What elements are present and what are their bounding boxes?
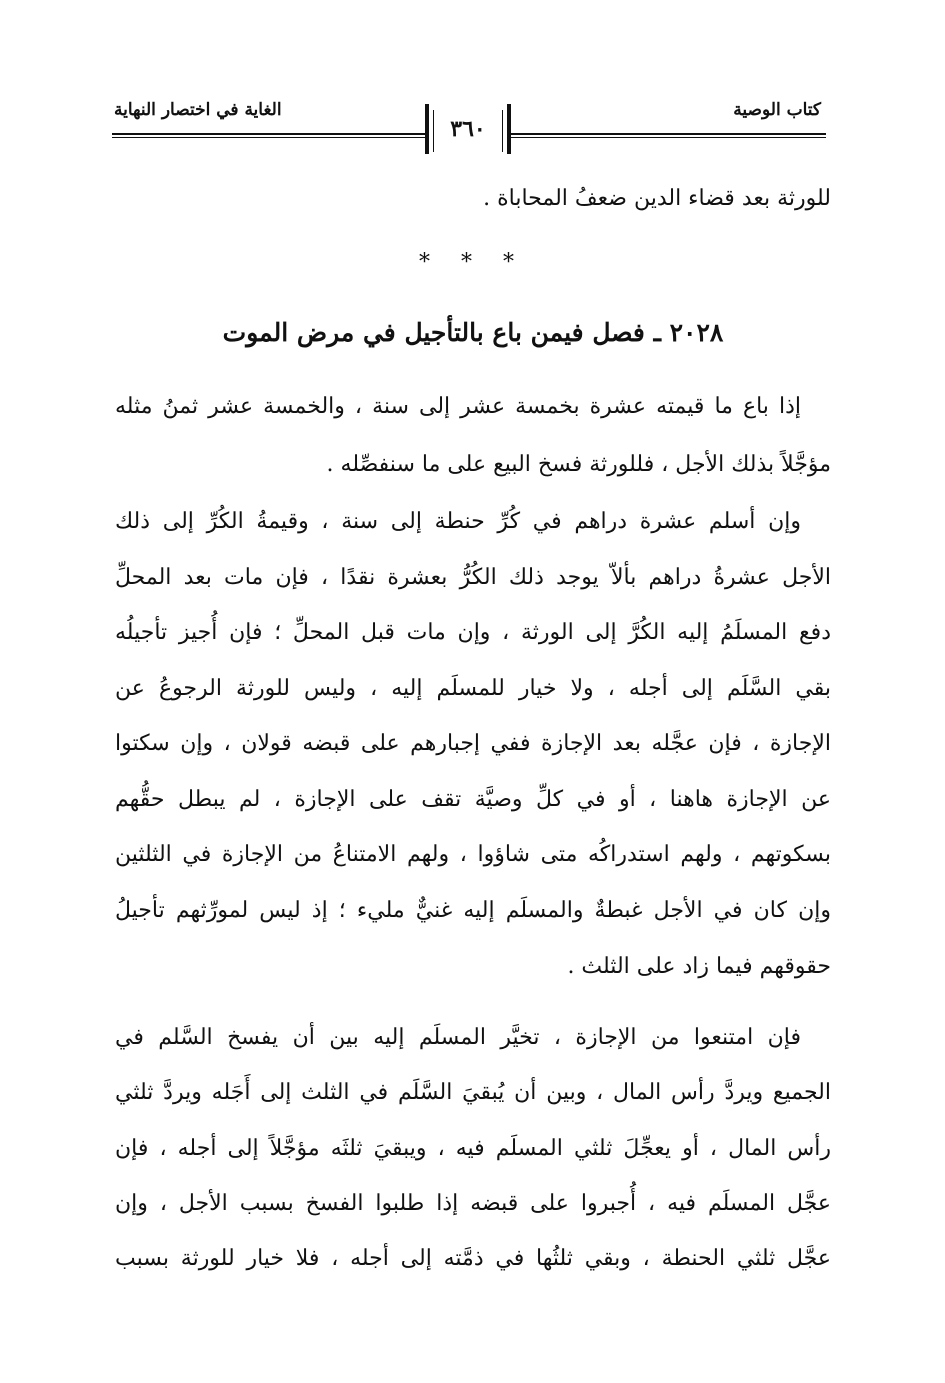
section-heading: ٢٠٢٨ ـ فصل فيمن باع بالتأجيل في مرض الموت: [222, 318, 724, 347]
running-header-chapter: كتاب الوصية: [733, 100, 821, 120]
paragraph-2-line-9: حقوقهم فيما زاد على الثلث .: [567, 954, 831, 979]
paragraph-2-line-3: دفع المسلَمُ إليه الكُرَّ إلى الورثة ، وإن مات قبل المحلِّ ؛ فإن أُجيز تأجيلُه: [115, 620, 831, 645]
carryover-line: للورثة بعد قضاء الدين ضعفُ المحاباة .: [483, 186, 831, 211]
paragraph-2-line-6: عن الإجازة هاهنا ، أو في كلِّ وصيَّة تقف على الإجازة ، لم يبطل حقُّهم: [115, 787, 831, 812]
paragraph-2-line-5: الإجازة ، فإن عجَّله بعد الإجازة ففي إجبارهم على قبضه قولان ، وإن سكتوا: [115, 731, 831, 756]
paragraph-2-line-4: بقي السَّلَم إلى أجله ، ولا خيار للمسلَم إليه ، وليس للورثة الرجوعُ عن: [115, 676, 832, 701]
page-number-frame: [425, 104, 511, 154]
section-separator: * * *: [419, 250, 526, 275]
paragraph-3-line-1: فإن امتنعوا من الإجازة ، تخيَّر المسلَم إليه بين أن يفسخ السَّلم في: [115, 1025, 801, 1050]
page-number: ٣٦٠: [450, 116, 486, 142]
paragraph-2-line-8: وإن كان في الأجل غبطةٌ والمسلَم إليه غنيٌّ مليء ؛ إذ ليس لمورِّثهم تأجيلُ: [115, 898, 831, 923]
paragraph-2-line-1: وإن أسلم عشرة دراهم في كُرِّ حنطة إلى سنة ، وقيمةُ الكُرِّ إلى ذلك: [115, 509, 801, 534]
paragraph-2-line-2: الأجل عشرةُ دراهم بألاّ يوجد ذلك الكُرُّ بعشرة نقدًا ، فإن مات بعد المحلِّ: [115, 565, 831, 590]
paragraph-3-line-4: عجَّل المسلَم فيه ، أُجبروا على قبضه إذا طلبوا الفسخ بسبب الأجل ، وإن: [115, 1191, 831, 1216]
paragraph-2-line-7: بسكوتهم ، ولهم استدراكُه متى شاؤوا ، ولهم الامتناعُ من الإجازة في الثلثين: [115, 842, 831, 867]
paragraph-3-line-3: رأس المال ، أو يعجِّلَ ثلثي المسلَم فيه ، ويبقيَ ثلثَه مؤجَّلاً إلى أجله ، فإن: [115, 1136, 831, 1161]
paragraph-3-line-2: الجميع ويردَّ رأس المال ، وبين أن يُبقيَ السَّلَم في الثلث إلى أَجَله ويردَّ ثلثي: [115, 1080, 831, 1105]
running-header-book-title: الغاية في اختصار النهاية: [114, 100, 282, 120]
paragraph-3-line-5: عجَّل ثلثي الحنطة ، وبقي ثلثُها في ذمَّته إلى أجله ، فلا خيار للورثة بسبب: [115, 1246, 831, 1271]
paragraph-1-line-1: إذا باع ما قيمته عشرة بخمسة عشر إلى سنة ، والخمسة عشر ثمنُ مثله: [115, 394, 801, 419]
paragraph-1-line-2: مؤجَّلاً بذلك الأجل ، فللورثة فسخ البيع على ما سنفصِّله .: [326, 452, 831, 477]
